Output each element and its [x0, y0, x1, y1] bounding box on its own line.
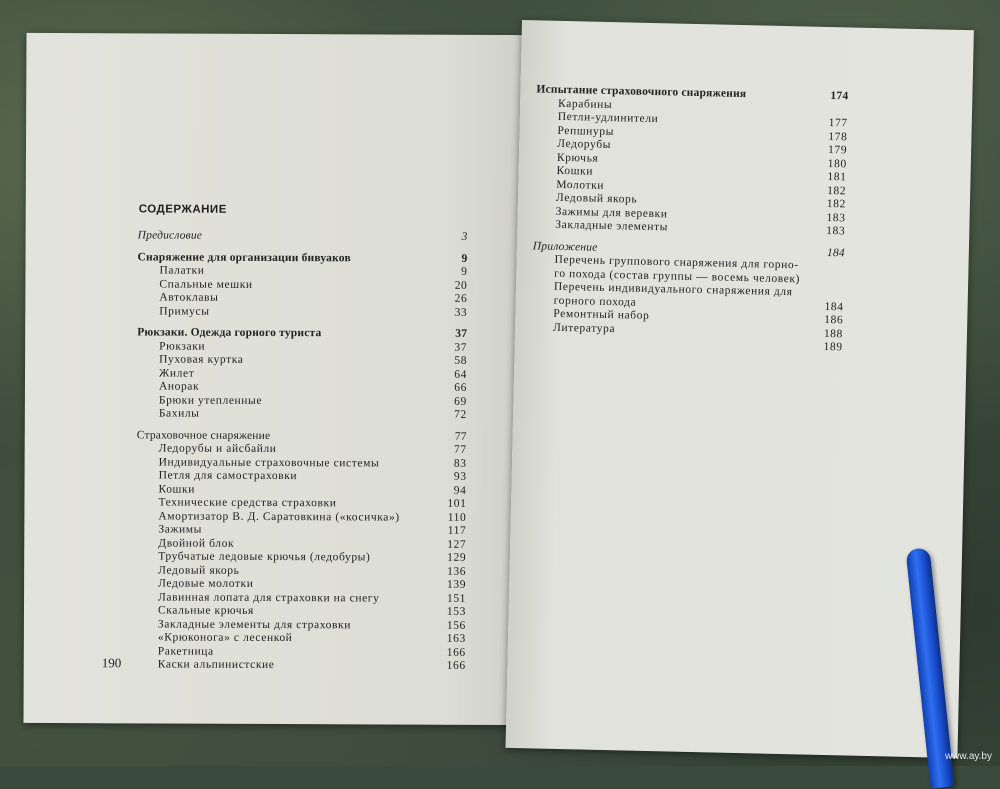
- toc-entry-page: 186: [824, 313, 844, 327]
- toc-entry-title: Скальные крючья: [157, 604, 254, 617]
- toc-entry-title: Зажимы для веревки: [555, 205, 668, 220]
- toc-entry: [137, 340, 467, 355]
- toc-entry: [137, 429, 467, 444]
- toc-entry-page: 174: [830, 90, 849, 103]
- toc-entry-page: 101: [447, 497, 467, 510]
- toc-entry-page: 94: [453, 484, 467, 497]
- toc-entry-page: 177: [828, 116, 848, 130]
- toc-entry: [137, 291, 467, 306]
- toc-entry-title: Снаряжение для организации бивуаков: [137, 250, 351, 264]
- toc-entry-page: 127: [447, 538, 467, 551]
- toc-entry: [136, 523, 466, 538]
- left-page: [23, 33, 522, 725]
- toc-entry-title: Палатки: [159, 264, 205, 277]
- toc-entry-page: 139: [447, 578, 467, 591]
- right-page: [505, 20, 973, 758]
- toc-entry-title: Страховочное снаряжение: [136, 428, 271, 442]
- toc-entry: [137, 353, 467, 368]
- toc-entry: [136, 591, 466, 606]
- toc-entry-title: Кошки: [556, 164, 594, 178]
- toc-entry: [137, 367, 467, 382]
- toc-right: [531, 83, 849, 355]
- toc-entry-title: «Крюконога» с лесенкой: [157, 631, 293, 645]
- toc-entry: [137, 305, 467, 320]
- toc-entry-title: Предисловие: [137, 229, 203, 242]
- toc-entry-page: 183: [826, 211, 846, 224]
- toc-entry-title: Автоклавы: [159, 291, 219, 304]
- toc-entry-page: 66: [454, 381, 467, 394]
- toc-entry: [137, 407, 467, 422]
- toc-entry: [136, 604, 466, 619]
- toc-entry-page: 3: [461, 230, 468, 243]
- toc-entry: [137, 278, 467, 293]
- toc-entry-page: 166: [446, 659, 466, 672]
- toc-entry: [137, 326, 467, 341]
- toc-entry-title: Спальные мешки: [159, 278, 253, 291]
- toc-entry-page: 156: [446, 619, 466, 632]
- toc-entry-title: Карабины: [557, 97, 613, 111]
- toc-entry: [136, 550, 466, 565]
- toc-entry-page: 183: [826, 224, 846, 238]
- toc-entry-title: Рюкзаки: [159, 340, 206, 353]
- toc-entry: [137, 264, 467, 279]
- toc-entry: [136, 618, 466, 633]
- toc-entry-page: 69: [454, 395, 467, 408]
- toc-entry-page: 166: [446, 646, 466, 659]
- toc-entry: [136, 645, 466, 660]
- toc-entry-page: 83: [453, 457, 467, 470]
- toc-entry-title: горного похода: [553, 294, 637, 309]
- toc-entry: [136, 496, 466, 511]
- toc-entry-page: 9: [461, 252, 468, 265]
- toc-entry: [136, 577, 466, 592]
- toc-entry-title: Закладные элементы: [555, 218, 669, 234]
- toc-entry: [137, 394, 467, 409]
- toc-entry-title: Рюкзаки. Одежда горного туриста: [137, 326, 322, 340]
- toc-entry-title: Трубчатые ледовые крючья (ледобуры): [158, 550, 371, 564]
- toc-entry-page: [820, 287, 844, 288]
- toc-entry-title: Жилет: [158, 367, 195, 380]
- toc-entry: [137, 469, 467, 484]
- toc-entry-title: Перечень индивидуального снаряжения для: [553, 280, 793, 299]
- toc-entry-title: Молотки: [556, 178, 605, 192]
- toc-entry-title: Испытание страховочного снаряжения: [536, 83, 747, 101]
- toc-entry: [138, 229, 468, 244]
- toc-entry: [136, 510, 466, 525]
- toc-entry: [136, 537, 466, 552]
- toc-entry-page: 37: [455, 327, 468, 340]
- toc-entry-page: 77: [454, 430, 467, 443]
- toc-entry-page: 163: [446, 632, 466, 645]
- toc-entry-page: 77: [453, 443, 467, 456]
- toc-entry-page: 58: [454, 354, 468, 367]
- toc-entry-page: 129: [447, 551, 467, 564]
- toc-entry-title: Перечень группового снаряжения для горно-: [554, 253, 799, 272]
- toc-entry-page: 153: [446, 605, 467, 618]
- toc-entry-title: Бахилы: [158, 407, 200, 420]
- toc-entry-title: Крючья: [556, 151, 599, 165]
- toc-entry-title: Литература: [552, 321, 616, 335]
- toc-entry: [137, 251, 467, 266]
- toc-entry-page: 180: [827, 157, 847, 170]
- toc-entry-title: Брюки утепленные: [158, 394, 263, 407]
- toc-entry-title: Петли-удлинители: [557, 110, 659, 126]
- toc-entry-title: Индивидуальные страховочные системы: [158, 456, 380, 469]
- toc-entry-page: 136: [447, 565, 467, 578]
- toc-left: [136, 229, 468, 673]
- toc-entry-title: Петля для самостраховки: [158, 469, 298, 483]
- toc-entry-title: Ракетница: [157, 645, 214, 658]
- toc-entry-title: Ледовые молотки: [158, 577, 254, 590]
- toc-entry: [136, 631, 466, 646]
- toc-entry-page: 26: [454, 292, 468, 305]
- toc-entry-page: 184: [824, 300, 844, 313]
- toc-entry-page: 184: [826, 246, 845, 259]
- toc-entry-page: 151: [446, 592, 467, 605]
- toc-entry: [137, 380, 467, 395]
- toc-entry-title: Каски альпинистские: [157, 658, 275, 672]
- toc-entry-title: Амортизатор В. Д. Саратовкина («косичка»): [158, 510, 400, 524]
- toc-entry-title: Ледорубы: [557, 137, 612, 152]
- toc-entry-page: 9: [461, 265, 468, 278]
- toc-entry-page: 182: [827, 184, 847, 197]
- toc-entry-page: 93: [453, 470, 467, 483]
- toc-entry-title: Примусы: [159, 305, 210, 318]
- toc-entry-title: Технические средства страховки: [158, 496, 337, 510]
- toc-entry-title: Ремонтный набор: [553, 307, 650, 322]
- toc-entry-title: Кошки: [158, 483, 195, 496]
- toc-entry-title: Ледовый якорь: [555, 191, 638, 206]
- toc-entry-page: 117: [447, 524, 467, 537]
- toc-entry-page: [820, 273, 844, 274]
- page-number: 190: [101, 655, 122, 671]
- toc-entry-title: Репшнуры: [557, 124, 615, 138]
- toc-entry-page: 182: [826, 197, 847, 211]
- toc-entry-title: Ледорубы и айсбайли: [158, 442, 277, 456]
- toc-entry-page: [821, 260, 845, 261]
- toc-entry-page: 179: [827, 143, 848, 157]
- toc-entry-page: 110: [447, 511, 467, 524]
- toc-entry-page: 188: [823, 327, 844, 340]
- toc-entry-page: 189: [823, 340, 843, 354]
- toc-entry-title: Лавинная лопата для страховки на снегу: [158, 591, 380, 604]
- toc-entry-page: 178: [828, 130, 848, 143]
- toc-entry-page: [824, 103, 848, 104]
- toc-entry-title: Закладные элементы для страховки: [157, 618, 352, 631]
- toc-entry-page: 33: [454, 306, 468, 319]
- toc-entry-title: Пуховая куртка: [159, 353, 244, 366]
- toc-entry-title: Ледовый якорь: [158, 564, 240, 577]
- toc-entry-page: 64: [454, 368, 468, 381]
- toc-entry: [136, 564, 466, 579]
- toc-entry-title: Зажимы: [158, 523, 202, 536]
- watermark: www.ay.by: [944, 751, 992, 762]
- toc-entry: [137, 442, 467, 457]
- toc-entry-title: го похода (состав группы — восемь человек): [554, 267, 801, 285]
- toc-entry: [136, 483, 466, 498]
- toc-entry-title: Анорак: [158, 380, 200, 393]
- toc-entry-title: Приложение: [532, 239, 598, 254]
- toc-entry-title: Двойной блок: [158, 537, 235, 550]
- toc-heading: СОДЕРЖАНИЕ: [138, 203, 227, 216]
- toc-entry-page: 37: [454, 341, 468, 354]
- toc-entry: [136, 658, 466, 673]
- toc-entry: [137, 456, 467, 471]
- toc-entry-page: 72: [454, 408, 467, 421]
- toc-entry-page: 20: [454, 279, 468, 292]
- toc-entry-page: 181: [827, 170, 847, 184]
